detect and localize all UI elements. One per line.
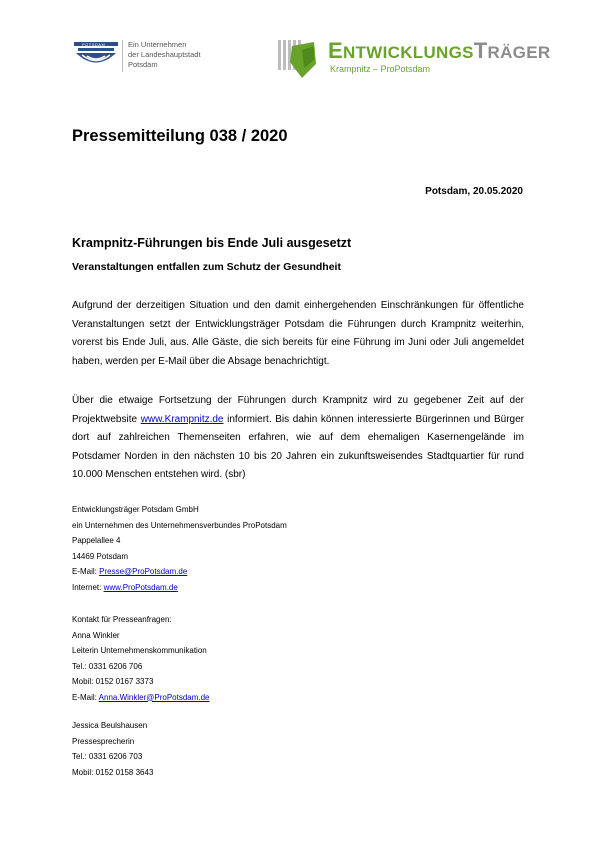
company-city: 14469 Potsdam: [72, 551, 129, 561]
wordmark-part: T: [473, 38, 488, 63]
email-label: E-Mail:: [72, 567, 100, 576]
spokesperson-contact: [72, 718, 472, 780]
contact-name: Anna Winkler: [72, 630, 120, 640]
subheadline: Veranstaltungen entfallen zum Schutz der Gesundheit: [72, 261, 341, 273]
contact-email-link[interactable]: Anna.Winkler@ProPotsdam.de: [98, 692, 210, 702]
body-paragraph: Aufgrund der derzeitigen Situation und den damit einhergehenden Einschränkungen für öffentliche Veranstaltungen setzt der Entwicklungsträger Potsdam die Führungen durch Krampnitz weiterhin, vorerst bis Ende Juli, aus. Alle Gäste, die sich bereits für eine Führung im Juni oder Juli angemeldet haben, werden per E-Mail über die Absage benachrichtigt.: [72, 300, 524, 367]
company-description: ein Unternehmen des Unternehmensverbundes ProPotsdam: [72, 520, 287, 530]
logo-wordmark: [328, 38, 550, 64]
left-logo-line: der Landeshauptstadt: [128, 50, 201, 59]
contact-mobile: Mobil: 0152 0167 3373: [72, 677, 154, 686]
propotsdam-logo: [72, 38, 212, 78]
logo-divider: [122, 40, 123, 72]
internet-label: Internet:: [72, 582, 104, 592]
left-logo-line: Ein Unternehmen: [128, 40, 187, 49]
press-contact: [72, 612, 472, 705]
document-title: Pressemitteilung 038 / 2020: [72, 127, 288, 145]
bars-emblem-icon: [278, 38, 326, 82]
left-logo-line: Potsdam: [128, 60, 158, 69]
contact-phone: Tel.: 0331 6206 703: [72, 752, 143, 761]
contact-mobile: Mobil: 0152 0158 3643: [72, 767, 154, 777]
wordmark-part: E: [328, 38, 343, 63]
paragraph-text: Über die etwaige Fortsetzung der Führungen durch Krampnitz wird zu gegebener Zeit auf der Projektwebsite: [72, 395, 524, 425]
wordmark-part: NTWICKLUNGS: [342, 43, 474, 62]
entwicklungstraeger-logo: [278, 38, 578, 84]
headline: Krampnitz-Führungen bis Ende Juli ausgesetzt: [72, 236, 352, 250]
propotsdam-website-link[interactable]: www.ProPotsdam.de: [103, 582, 178, 592]
press-contact-heading: Kontakt für Presseanfragen:: [72, 615, 172, 624]
company-email-row: [72, 564, 472, 580]
press-email-link[interactable]: Presse@ProPotsdam.de: [99, 567, 188, 576]
paragraph-text: informiert. Bis dahin können interessierte Bürgerinnen und Bürger dort auf zahlreichen Themenseiten erfahren, wie auf dem ehemaligen Kasernengelände im Potsdamer Norden in den nächsten 10 bis 20 Jahren ein zukunftsweisendes Stadtquartier für rund 10.000 Menschen entstehen wird. (sbr): [72, 413, 524, 480]
logo-subline: Krampnitz – ProPotsdam: [330, 64, 431, 74]
left-logo-text: [128, 40, 201, 70]
company-internet-row: [72, 580, 472, 596]
contact-role: Leiterin Unternehmenskommunikation: [72, 646, 207, 655]
contact-email-row: [72, 690, 472, 706]
document-date: Potsdam, 20.05.2020: [425, 186, 523, 197]
contact-name: Jessica Beulshausen: [72, 721, 148, 730]
company-name: Entwicklungsträger Potsdam GmbH: [72, 505, 199, 514]
emblem-text: POTSDAM: [82, 42, 106, 47]
company-info: [72, 502, 472, 595]
company-street: Pappelallee 4: [72, 536, 121, 545]
email-label: E-Mail:: [72, 692, 99, 702]
body-paragraph: [72, 392, 524, 485]
contact-phone: Tel.: 0331 6206 706: [72, 661, 143, 671]
wordmark-part: RÄGER: [487, 43, 551, 62]
contact-role: Pressesprecherin: [72, 736, 135, 746]
krampnitz-website-link[interactable]: www.Krampnitz.de: [140, 413, 224, 425]
